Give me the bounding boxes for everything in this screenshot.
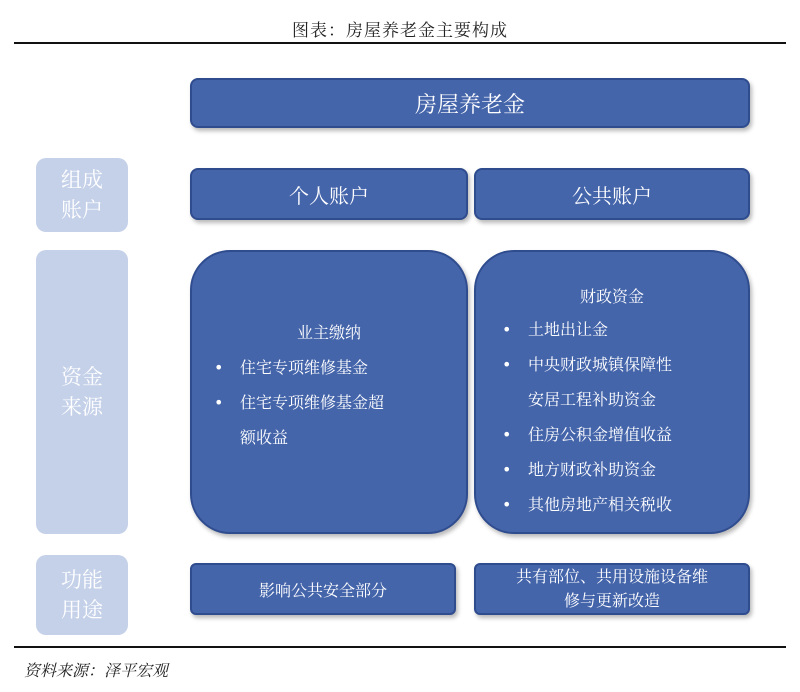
side-label-compose-line1: 组成 [61, 168, 103, 192]
public-use-label-line2: 修与更新改造 [563, 591, 660, 610]
personal-account-box [190, 168, 468, 220]
side-label-compose-line2: 账户 [61, 198, 103, 222]
root-node-label: 房屋养老金 [414, 92, 525, 118]
side-label-source-line1: 资金 [61, 365, 103, 389]
bullet-icon: • [502, 425, 512, 444]
public-account-label: 公共账户 [572, 183, 652, 208]
list-item-continuation: 安居工程补助资金 [528, 390, 657, 409]
personal-use-label: 影响公共安全部分 [258, 580, 387, 600]
personal-funding-heading: 业主缴纳 [296, 323, 361, 342]
side-label-compose [36, 158, 128, 232]
list-item: • 中央财政城镇保障性 [502, 347, 672, 382]
bullet-icon: • [502, 460, 512, 479]
bullet-icon: • [502, 355, 512, 374]
list-item: • 住宅专项维修基金 [214, 350, 384, 385]
side-label-use-line2: 用途 [61, 598, 103, 622]
bullet-icon: • [214, 358, 224, 377]
public-use-label-line1: 共有部位、共用设施设备维 [515, 567, 708, 586]
figure-title: 图表：房屋养老金主要构成 [292, 21, 508, 41]
personal-account-label: 个人账户 [289, 183, 369, 208]
side-label-source-line2: 来源 [61, 395, 103, 419]
personal-use-box [190, 563, 456, 615]
list-item: • 土地出让金 [502, 312, 672, 347]
side-label-use [36, 555, 128, 635]
bullet-icon: • [214, 393, 224, 412]
list-item: • 住宅专项维修基金超 [214, 385, 384, 420]
side-label-source [36, 250, 128, 534]
list-item: • 地方财政补助资金 [502, 452, 672, 487]
list-item: • 其他房地产相关税收 [502, 487, 672, 522]
public-use-box [474, 563, 750, 615]
top-rule [14, 42, 786, 44]
source-note: 资料来源：泽平宏观 [24, 661, 169, 680]
list-item: • 住房公积金增值收益 [502, 417, 672, 452]
side-label-use-line1: 功能 [61, 568, 103, 592]
public-funding-box [474, 250, 750, 534]
root-node-box [190, 78, 750, 128]
bullet-icon: • [502, 320, 512, 339]
personal-funding-list [214, 350, 384, 455]
public-account-box [474, 168, 750, 220]
list-item-continuation: 额收益 [240, 428, 289, 447]
personal-funding-box [190, 250, 468, 534]
bottom-rule [14, 646, 786, 648]
public-funding-list [502, 312, 672, 522]
public-funding-heading: 财政资金 [579, 287, 644, 306]
bullet-icon: • [502, 495, 512, 514]
